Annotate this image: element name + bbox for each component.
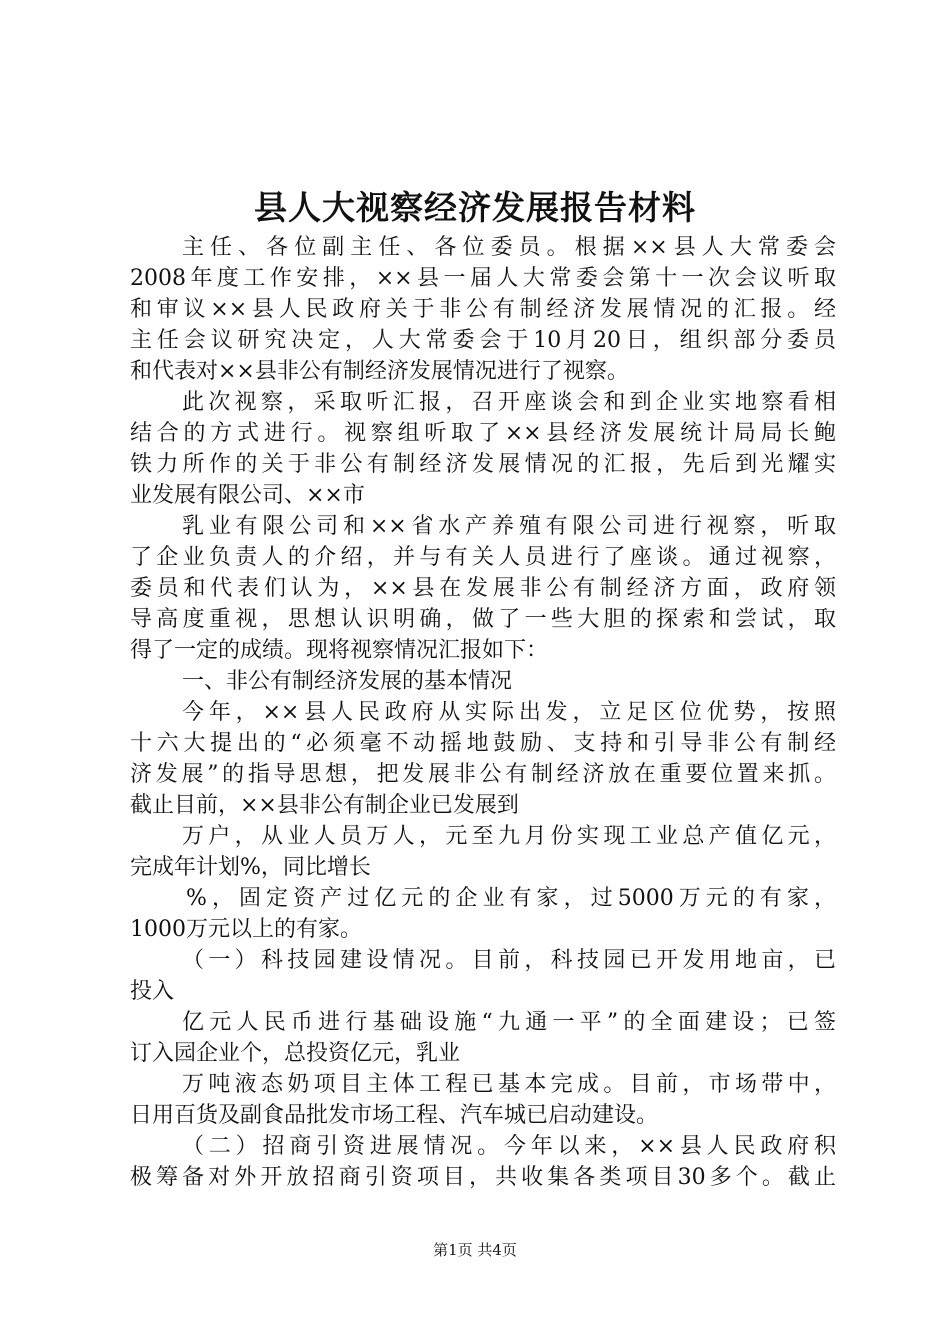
body-line: 十六大提出的“必须毫不动摇地鼓励、支持和引导非公有制经 [130,731,836,756]
body-line: 万吨液态奶项目主体工程已基本完成。目前，市场带中， [182,1072,836,1097]
body-line: 亿元人民币进行基础设施“九通一平”的全面建设；已签 [182,1010,836,1035]
body-line: 2008年度工作安排，××县一届人大常委会第十一次会议听取 [130,266,836,291]
body-line: 万户，从业人员万人，元至九月份实现工业总产值亿元， [182,824,836,849]
body-line: 和审议××县人民政府关于非公有制经济发展情况的汇报。经 [130,297,836,322]
document-title: 县人大视察经济发展报告材料 [254,188,696,227]
section-heading: 一、非公有制经济发展的基本情况 [182,669,513,694]
body-line: 和代表对××县非公有制经济发展情况进行了视察。 [130,359,629,384]
body-line: 业发展有限公司、××市 [130,483,365,508]
body-line: 乳业有限公司和××省水产养殖有限公司进行视察，听取 [182,514,836,539]
body-line: 铁力所作的关于非公有制经济发展情况的汇报，先后到光耀实 [130,452,836,477]
body-line: 今年，××县人民政府从实际出发，立足区位优势，按照 [182,700,836,725]
body-line: 得了一定的成绩。现将视察情况汇报如下： [130,638,549,663]
body-line: 1000万元以上的有家。 [130,917,362,942]
body-line: 日用百货及副食品批发市场工程、汽车城已启动建设。 [130,1103,659,1128]
body-line: （二）招商引资进展情况。今年以来，××县人民政府积 [182,1134,836,1159]
body-line: 投入 [130,979,175,1004]
body-line: 订入园企业个，总投资亿元，乳业 [130,1041,461,1066]
body-line: 导高度重视，思想认识明确，做了一些大胆的探索和尝试，取 [130,607,836,632]
body-line: 极筹备对外开放招商引资项目，共收集各类项目30多个。截止 [130,1165,836,1190]
body-line: 济发展”的指导思想，把发展非公有制经济放在重要位置来抓。 [130,762,836,787]
body-line: 结合的方式进行。视察组听取了××县经济发展统计局局长鲍 [130,421,836,446]
body-line: 截止目前，××县非公有制企业已发展到 [130,793,519,818]
body-line: %，固定资产过亿元的企业有家，过5000万元的有家， [186,886,836,911]
body-line: 完成年计划%，同比增长 [130,855,371,880]
body-line: （一）科技园建设情况。目前，科技园已开发用地亩，已 [182,948,836,973]
body-line: 主任、各位副主任、各位委员。根据××县人大常委会 [182,235,836,260]
body-line: 此次视察，采取听汇报，召开座谈会和到企业实地察看相 [182,390,836,415]
page-footer: 第1页 共4页 [433,1241,517,1259]
body-line: 了企业负责人的介绍，并与有关人员进行了座谈。通过视察， [130,545,836,570]
body-line: 主任会议研究决定，人大常委会于10月20日，组织部分委员 [130,328,836,353]
body-line: 委员和代表们认为，××县在发展非公有制经济方面，政府领 [130,576,836,601]
document-body [130,232,836,1193]
